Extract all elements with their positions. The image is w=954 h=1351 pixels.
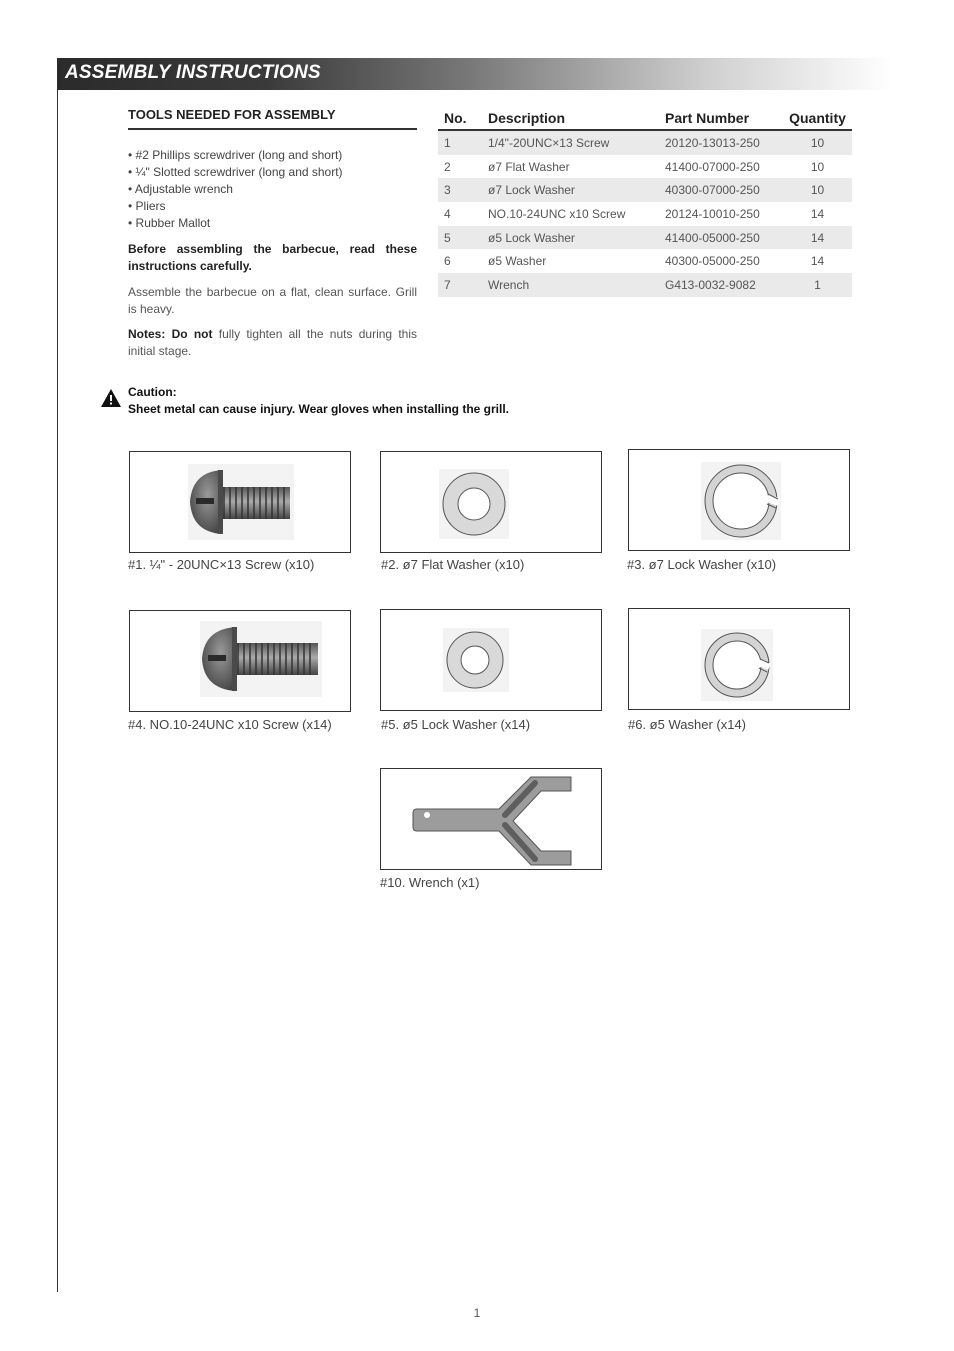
screw-icon xyxy=(130,611,350,711)
part-image-box xyxy=(380,451,602,553)
notes-label: Notes: Do not xyxy=(128,327,213,341)
table-header-row xyxy=(438,107,852,130)
page-title: ASSEMBLY INSTRUCTIONS xyxy=(65,62,321,83)
cell-no: 2 xyxy=(444,159,451,174)
cell-description: ø7 Lock Washer xyxy=(482,178,659,202)
cell-quantity: 10 xyxy=(810,159,825,174)
part-caption: #4. NO.10-24UNC x10 Screw (x14) xyxy=(128,717,332,732)
table-row xyxy=(438,273,852,297)
flat-washer-icon xyxy=(381,610,601,710)
part-image-box xyxy=(129,451,351,553)
part-caption: #2. ø7 Flat Washer (x10) xyxy=(381,557,525,572)
cell-part-number: 40300-07000-250 xyxy=(659,178,783,202)
cell-no: 3 xyxy=(438,178,482,202)
col-header-no: No. xyxy=(438,107,482,130)
tool-item: • Rubber Mallot xyxy=(128,216,211,230)
warning-triangle-icon xyxy=(100,388,122,408)
cell-description: 1/4"-20UNC×13 Screw xyxy=(482,130,659,155)
table-row xyxy=(438,226,852,250)
cell-part-number: G413-0032-9082 xyxy=(659,273,783,297)
part-image-box xyxy=(380,768,602,870)
cell-quantity: 14 xyxy=(810,206,825,221)
cell-quantity: 14 xyxy=(810,254,825,269)
tools-heading: TOOLS NEEDED FOR ASSEMBLY xyxy=(128,107,417,130)
part-image-box xyxy=(628,608,850,710)
flat-washer-icon xyxy=(381,452,601,552)
page-number: 1 xyxy=(473,1306,481,1320)
table-row xyxy=(438,178,852,202)
tightening-note xyxy=(128,326,417,360)
screw-icon xyxy=(130,452,350,552)
cell-no: 7 xyxy=(438,273,482,297)
cell-quantity: 10 xyxy=(783,130,852,155)
table-row xyxy=(438,202,852,226)
part-image-box xyxy=(129,610,351,712)
tool-item: • #2 Phillips screwdriver (long and short) xyxy=(128,148,343,162)
read-instructions-note: Before assembling the barbecue, read these instructions carefully. xyxy=(128,242,417,273)
parts-table xyxy=(438,107,852,297)
tools-list xyxy=(128,147,343,232)
section-header xyxy=(57,58,893,90)
cell-part-number: 41400-05000-250 xyxy=(659,226,783,250)
tool-item: • ¼" Slotted screwdriver (long and short) xyxy=(128,165,343,179)
cell-quantity: 1 xyxy=(783,273,852,297)
part-caption: #1. ¼" - 20UNC×13 Screw (x10) xyxy=(128,557,315,572)
col-header-quantity: Quantity xyxy=(783,107,852,130)
tool-item: • Pliers xyxy=(128,199,166,213)
part-caption: #3. ø7 Lock Washer (x10) xyxy=(627,557,777,572)
surface-note: Assemble the barbecue on a flat, clean surface. Grill is heavy. xyxy=(128,285,417,316)
part-image-box xyxy=(380,609,602,711)
table-row xyxy=(438,155,852,179)
cell-no: 4 xyxy=(444,206,451,221)
caution-text: Sheet metal can cause injury. Wear gloves when installing the grill. xyxy=(128,402,509,416)
table-row xyxy=(438,130,852,155)
cell-quantity: 14 xyxy=(783,226,852,250)
cell-description: ø5 Washer xyxy=(488,254,547,269)
part-caption: #6. ø5 Washer (x14) xyxy=(628,717,747,732)
cell-quantity: 10 xyxy=(783,178,852,202)
cell-no: 5 xyxy=(438,226,482,250)
wrench-icon xyxy=(381,769,603,871)
cell-part-number: 41400-07000-250 xyxy=(665,159,760,174)
cell-description: ø7 Flat Washer xyxy=(488,159,570,174)
lock-washer-icon xyxy=(629,450,849,550)
notes-text: fully tighten all the nuts during this initial stage. xyxy=(128,327,418,358)
col-header-description: Description xyxy=(482,107,659,130)
cell-description: ø5 Lock Washer xyxy=(482,226,659,250)
part-image-box xyxy=(628,449,850,551)
part-caption: #5. ø5 Lock Washer (x14) xyxy=(381,717,531,732)
part-caption: #10. Wrench (x1) xyxy=(380,875,480,890)
cell-part-number: 40300-05000-250 xyxy=(665,254,760,269)
cell-description: Wrench xyxy=(482,273,659,297)
cell-description: NO.10-24UNC x10 Screw xyxy=(488,206,626,221)
lock-washer-icon xyxy=(629,609,849,709)
cell-no: 6 xyxy=(444,254,451,269)
col-header-part-number: Part Number xyxy=(659,107,783,130)
cell-part-number: 20120-13013-250 xyxy=(659,130,783,155)
table-row xyxy=(438,249,852,273)
left-margin-rule xyxy=(57,58,58,1292)
cell-part-number: 20124-10010-250 xyxy=(665,206,760,221)
caution-title: Caution: xyxy=(128,385,177,399)
tool-item: • Adjustable wrench xyxy=(128,182,233,196)
cell-no: 1 xyxy=(438,130,482,155)
